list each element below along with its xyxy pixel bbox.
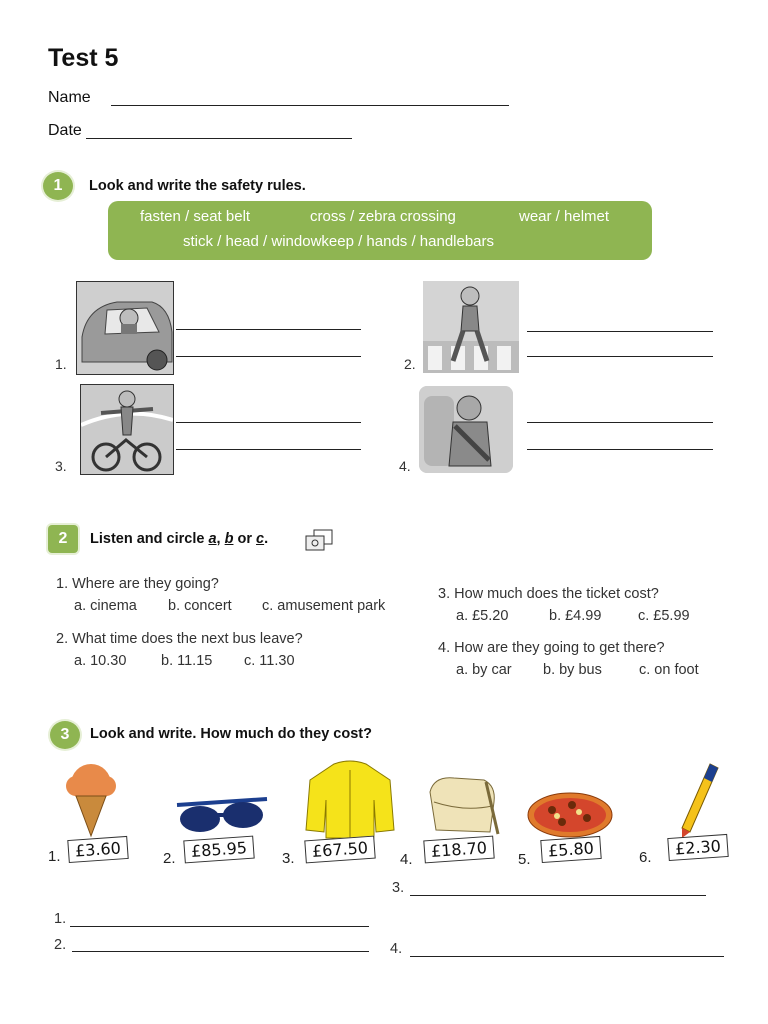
price-tag: £2.30 (667, 834, 728, 861)
pen-icon (676, 760, 722, 840)
item-number: 2. (404, 356, 416, 372)
instruction-text: Listen and circle (90, 531, 209, 547)
option-a-label: a (208, 531, 217, 547)
pizza-icon (527, 790, 613, 840)
answer-line[interactable] (527, 356, 713, 357)
option-1b[interactable]: b. concert (168, 598, 232, 614)
option-2b[interactable]: b. 11.15 (161, 653, 213, 669)
section-3-instruction: Look and write. How much do they cost? (90, 726, 372, 742)
item-number: 6. (639, 849, 652, 866)
answer-label: 2. (54, 937, 67, 953)
answer-label: 4. (390, 941, 403, 957)
question-3: 3. How much does the ticket cost? (438, 586, 659, 602)
sunglasses-icon (175, 795, 270, 837)
section-3-badge: 3 (50, 721, 80, 749)
answer-line[interactable] (176, 356, 361, 357)
option-b-label: b (224, 531, 234, 547)
item-number: 1. (48, 848, 61, 865)
option-2c[interactable]: c. 11.30 (244, 653, 295, 669)
name-field[interactable] (111, 105, 509, 106)
answer-line[interactable] (410, 956, 724, 957)
item-number: 4. (399, 458, 411, 474)
price-tag: £3.60 (67, 836, 128, 863)
option-4b[interactable]: b. by bus (543, 662, 602, 678)
option-3a[interactable]: a. £5.20 (456, 608, 509, 624)
item-number: 1. (55, 356, 67, 372)
answer-line[interactable] (70, 926, 369, 927)
option-3b[interactable]: b. £4.99 (549, 608, 602, 624)
item-number: 2. (163, 850, 176, 867)
answer-line[interactable] (410, 895, 706, 896)
price-tag: £67.50 (304, 836, 375, 864)
date-label: Date (48, 122, 82, 139)
page-title: Test 5 (48, 44, 119, 72)
option-4a[interactable]: a. by car (456, 662, 512, 678)
answer-line[interactable] (176, 422, 361, 423)
answer-line[interactable] (72, 951, 369, 952)
answer-line[interactable] (176, 449, 361, 450)
crossing-picture-icon (423, 281, 519, 373)
word-pair: fasten / seat belt (140, 208, 251, 225)
date-field[interactable] (86, 138, 352, 139)
price-tag: £85.95 (183, 836, 254, 864)
price-tag: £18.70 (423, 836, 494, 864)
question-4: 4. How are they going to get there? (438, 640, 665, 656)
item-number: 5. (518, 851, 531, 868)
option-1c[interactable]: c. amusement park (262, 598, 386, 614)
answer-line[interactable] (527, 331, 713, 332)
item-number: 3. (55, 458, 67, 474)
answer-line[interactable] (527, 422, 713, 423)
item-number: 3. (282, 850, 295, 867)
ice-cream-icon (60, 760, 122, 838)
word-pair: wear / helmet (519, 208, 610, 225)
option-4c[interactable]: c. on foot (639, 662, 699, 678)
option-2a[interactable]: a. 10.30 (74, 653, 127, 669)
section-2-badge: 2 (48, 525, 78, 553)
price-tag: £5.80 (540, 836, 601, 863)
instruction-text: . (264, 531, 269, 547)
bike-picture-icon (80, 384, 174, 475)
option-c-label: c (256, 531, 265, 547)
instruction-text: or (233, 531, 257, 547)
item-number: 4. (400, 851, 413, 868)
answer-line[interactable] (176, 329, 361, 330)
section-1-instruction: Look and write the safety rules. (89, 178, 306, 194)
jacket-icon (304, 760, 396, 840)
option-1a[interactable]: a. cinema (74, 598, 137, 614)
word-pair: stick / head / windowkeep / hands / handlebars (183, 233, 495, 250)
word-box (108, 201, 652, 260)
question-1: 1. Where are they going? (56, 576, 219, 592)
answer-label: 1. (54, 911, 67, 927)
car-picture-icon (76, 281, 174, 375)
section-1-badge: 1 (43, 172, 73, 200)
seatbelt-picture-icon (419, 386, 513, 473)
name-label: Name (48, 89, 91, 106)
option-3c[interactable]: c. £5.99 (638, 608, 690, 624)
bag-icon (424, 772, 500, 838)
instruction-text: , (216, 531, 225, 547)
answer-label: 3. (392, 880, 405, 896)
cd-audio-icon (304, 529, 334, 551)
section-2-instruction (90, 531, 268, 547)
question-2: 2. What time does the next bus leave? (56, 631, 303, 647)
answer-line[interactable] (527, 449, 713, 450)
word-pair: cross / zebra crossing (310, 208, 456, 225)
